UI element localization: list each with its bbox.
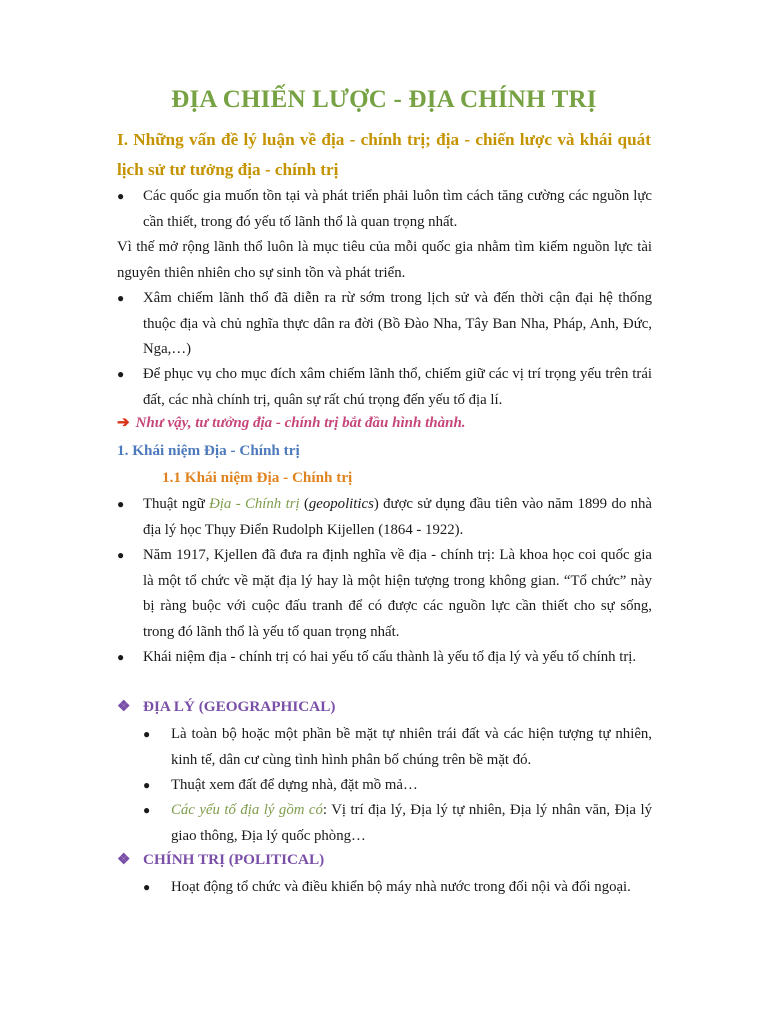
geo-heading-text: ĐỊA LÝ (GEOGRAPHICAL): [143, 698, 336, 715]
bullet-icon: ●: [117, 291, 125, 305]
arrow-right-icon: ➔: [117, 415, 130, 431]
term-geopolitics: geopolitics: [308, 496, 374, 512]
geo-bullet-3-emphasis: Các yếu tố địa lý gồm có: [171, 802, 323, 818]
geo-heading: [117, 694, 335, 719]
geo-bullet-3-rest: : Vị trí địa lý, Địa lý tự nhiên, Địa lý nhân văn, Địa lý giao thông, Địa lý quốc phòng…: [171, 802, 652, 844]
pol-heading: [117, 847, 324, 872]
geo-bullet-2: Thuật xem đất để dựng nhà, đặt mồ mả…: [171, 777, 418, 793]
sec1-bullet-2: Xâm chiếm lãnh thổ đã diễn ra rừ sớm trong lịch sử và đến thời cận đại hệ thống thuộc địa và chủ nghĩa thực dân ra đời (Bồ Đào Nha, Tây Ban Nha, Pháp, Anh, Đức, Nga,…): [143, 290, 652, 357]
bullet-icon: ●: [143, 778, 151, 792]
geo-bullet-3: [171, 798, 652, 849]
def-bullet-1: [143, 492, 652, 543]
conclusion-text: Như vậy, tư tưởng địa - chính trị bắt đầu hình thành.: [135, 415, 466, 431]
pol-heading-text: CHÍNH TRỊ (POLITICAL): [143, 851, 325, 868]
def-bullet-1-post: ) được sử dụng đầu tiên vào năm 1899 do nhà địa lý học Thụy Điển Rudolph Kijellen (1864 - 1922).: [143, 496, 652, 538]
def-bullet-3: Khái niệm địa - chính trị có hai yếu tố cấu thành là yếu tố địa lý và yếu tố chính trị.: [143, 649, 637, 665]
section-1-heading: I. Những vấn đề lý luận về địa - chính trị; địa - chiến lược và khái quát lịch sử tư tưởng địa - chính trị: [117, 130, 651, 179]
def-bullet-1-paren: (: [299, 496, 309, 512]
conclusion-line: [117, 411, 466, 437]
sec1-bullet-3: Để phục vụ cho mục đích xâm chiếm lãnh thổ, chiếm giữ các vị trí trọng yếu trên trái đất, các nhà chính trị, quân sự rất chú trọng đến yếu tố địa lí.: [143, 366, 652, 408]
bullet-icon: ●: [117, 367, 125, 381]
bullet-icon: ●: [117, 497, 125, 511]
pol-bullet-1: Hoạt động tổ chức và điều khiển bộ máy nhà nước trong đối nội và đối ngoại.: [171, 879, 631, 895]
geo-bullet-1: Là toàn bộ hoặc một phần bề mặt tự nhiên trái đất và các hiện tượng tự nhiên, kinh tế, dân cư cùng tình hình phân bố chúng trên bề mặt đó.: [171, 726, 652, 768]
sec1-bullet-1: Các quốc gia muốn tồn tại và phát triển phải luôn tìm cách tăng cường các nguồn lực cần thiết, trong đó yếu tố lãnh thổ là quan trọng nhất.: [143, 188, 652, 230]
subsection-1-heading: 1. Khái niệm Địa - Chính trị: [117, 442, 300, 459]
def-bullet-2: Năm 1917, Kjellen đã đưa ra định nghĩa về địa - chính trị: Là khoa học coi quốc gia là một tổ chức về mặt địa lý hay là một hiện tượng trong không gian. “Tổ chức” này bị ràng buộc với cuộc đấu tranh để có được các nguồn lực cần thiết cho sự sống, trong đó lãnh thổ là yếu tố quan trọng nhất.: [143, 547, 652, 640]
def-bullet-1-pre: Thuật ngữ: [143, 496, 210, 512]
term-dia-chinh-tri: Địa - Chính trị: [209, 496, 300, 512]
bullet-icon: ●: [143, 727, 151, 741]
bullet-icon: ●: [117, 650, 125, 664]
sec1-paragraph: Vì thế mở rộng lãnh thổ luôn là mục tiêu của mỗi quốc gia nhằm tìm kiếm nguồn lực tài nguyên thiên nhiên cho sự sinh tồn và phát triển.: [117, 239, 652, 281]
document-title: ĐỊA CHIẾN LƯỢC - ĐỊA CHÍNH TRỊ: [171, 86, 597, 113]
subsection-1-1-heading: 1.1 Khái niệm Địa - Chính trị: [162, 469, 353, 486]
bullet-icon: ●: [143, 880, 151, 894]
bullet-icon: ●: [117, 189, 125, 203]
diamond-bullet-icon: ❖: [117, 851, 131, 868]
diamond-bullet-icon: ❖: [117, 698, 131, 715]
bullet-icon: ●: [143, 803, 151, 817]
bullet-icon: ●: [117, 548, 125, 562]
